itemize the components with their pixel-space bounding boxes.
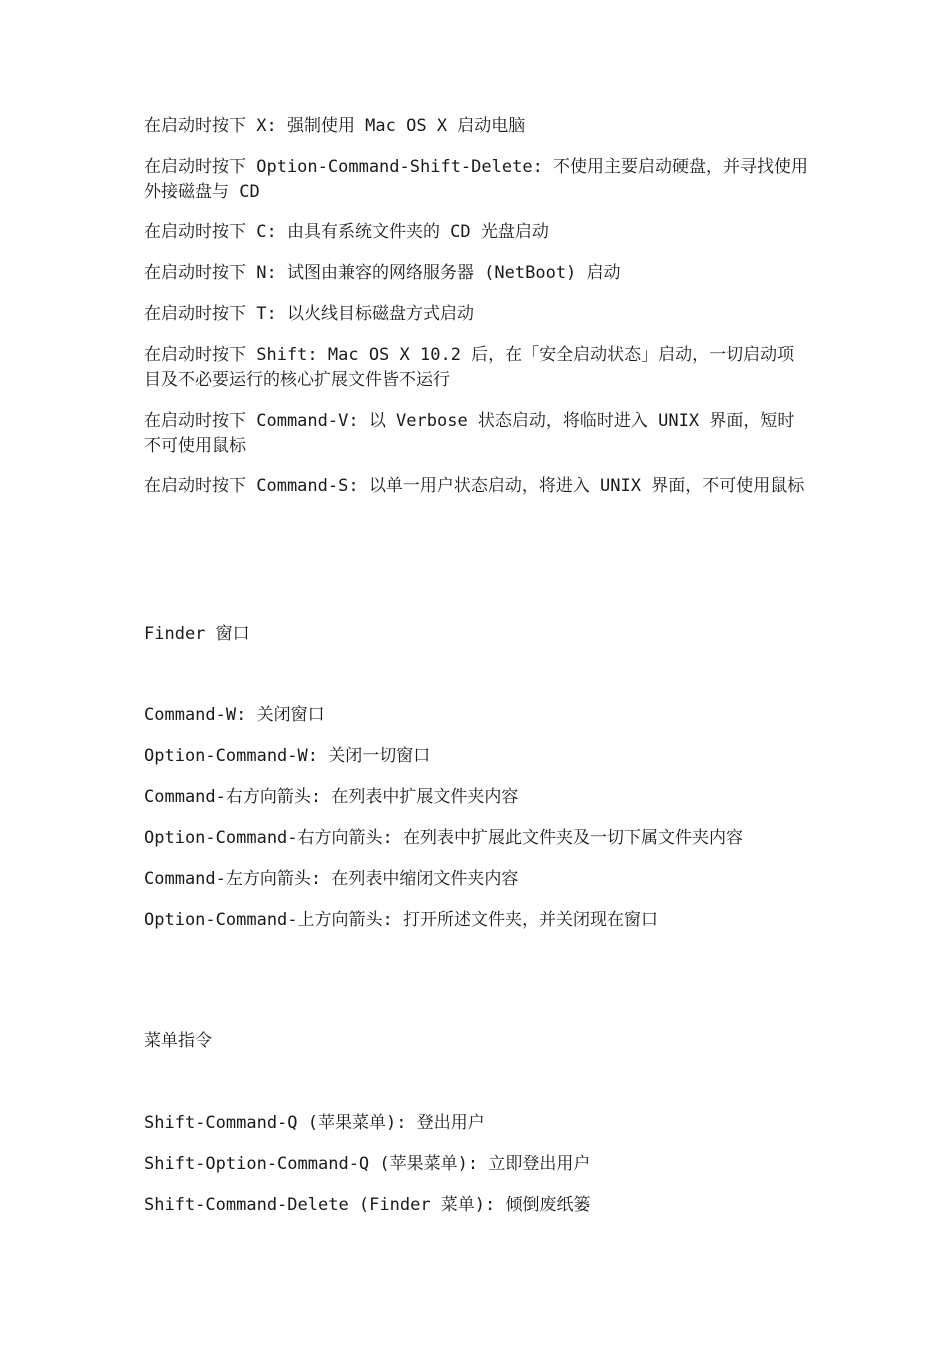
finder-item: Command-W: 关闭窗口 xyxy=(144,705,325,725)
startup-item: 在启动时按下 Command-S: 以单一用户状态启动，将进入 UNIX 界面，不可使用鼠标 xyxy=(144,476,805,496)
finder-item: Command-左方向箭头: 在列表中缩闭文件夹内容 xyxy=(144,869,519,889)
startup-item: 在启动时按下 T: 以火线目标磁盘方式启动 xyxy=(144,304,474,324)
startup-item: 在启动时按下 C: 由具有系统文件夹的 CD 光盘启动 xyxy=(144,222,549,242)
finder-item: Option-Command-W: 关闭一切窗口 xyxy=(144,746,431,766)
startup-item: 在启动时按下 Option-Command-Shift-Delete: 不使用主要启动硬盘，并寻找使用外接磁盘与 CD xyxy=(144,157,809,202)
menu-item: Shift-Command-Delete (Finder 菜单): 倾倒废纸篓 xyxy=(144,1195,591,1215)
startup-item: 在启动时按下 Shift: Mac OS X 10.2 后，在「安全启动状态」启动，一切启动项目及不必要运行的核心扩展文件皆不运行 xyxy=(144,345,795,390)
startup-item: 在启动时按下 X: 强制使用 Mac OS X 启动电脑 xyxy=(144,116,526,136)
menu-item: Shift-Command-Q (苹果菜单): 登出用户 xyxy=(144,1113,485,1133)
startup-item: 在启动时按下 N: 试图由兼容的网络服务器 (NetBoot) 启动 xyxy=(144,263,621,283)
menu-item: Shift-Option-Command-Q (苹果菜单): 立即登出用户 xyxy=(144,1154,591,1174)
finder-item: Option-Command-右方向箭头: 在列表中扩展此文件夹及一切下属文件夹内容 xyxy=(144,828,743,848)
section-title-menu: 菜单指令 xyxy=(144,1031,212,1051)
finder-item: Option-Command-上方向箭头: 打开所述文件夹，并关闭现在窗口 xyxy=(144,910,658,930)
section-title-finder: Finder 窗口 xyxy=(144,624,250,644)
finder-item: Command-右方向箭头: 在列表中扩展文件夹内容 xyxy=(144,787,519,807)
startup-item: 在启动时按下 Command-V: 以 Verbose 状态启动，将临时进入 UNIX 界面，短时不可使用鼠标 xyxy=(144,411,795,456)
